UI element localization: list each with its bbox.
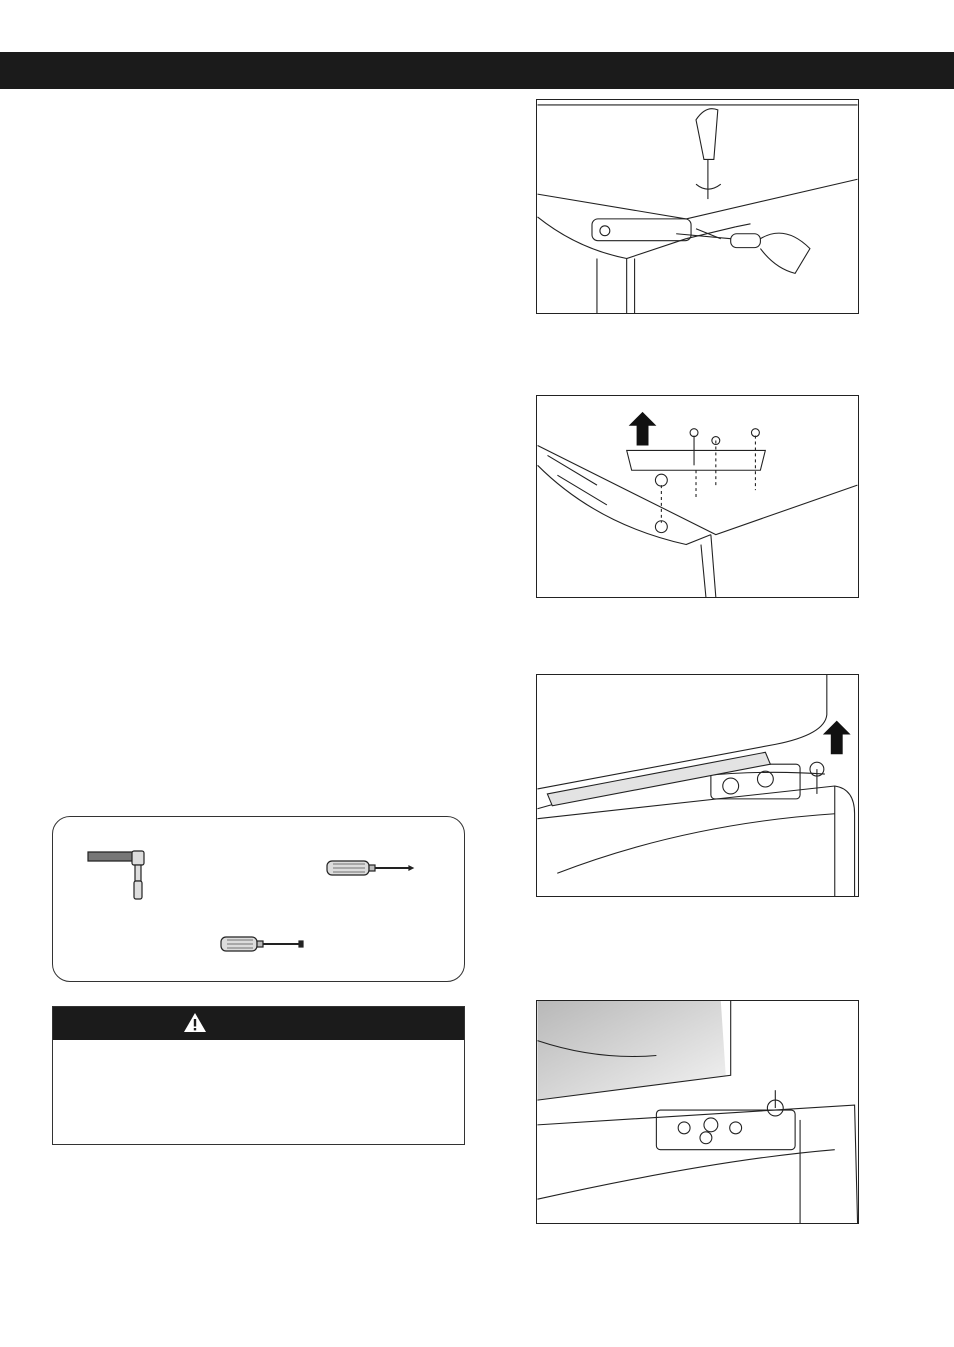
figure-door-lift-off xyxy=(536,674,859,897)
socket-wrench-icon xyxy=(86,849,156,903)
warning-box xyxy=(52,1006,465,1145)
header-bar xyxy=(0,52,954,89)
warning-triangle-icon xyxy=(183,1012,207,1033)
center-hinge-illustration xyxy=(537,1001,858,1223)
phillips-screwdriver-icon xyxy=(325,859,415,877)
top-hinge-illustration xyxy=(537,396,858,597)
flat-screwdriver-icon xyxy=(219,935,305,953)
figure-hinge-cover-removal xyxy=(536,99,859,314)
figure-top-hinge-removal xyxy=(536,395,859,598)
hinge-cover-illustration xyxy=(537,100,858,313)
door-lift-illustration xyxy=(537,675,858,896)
required-tools-box xyxy=(52,816,465,982)
figure-center-hinge-bolts xyxy=(536,1000,859,1224)
warning-header xyxy=(53,1007,464,1040)
